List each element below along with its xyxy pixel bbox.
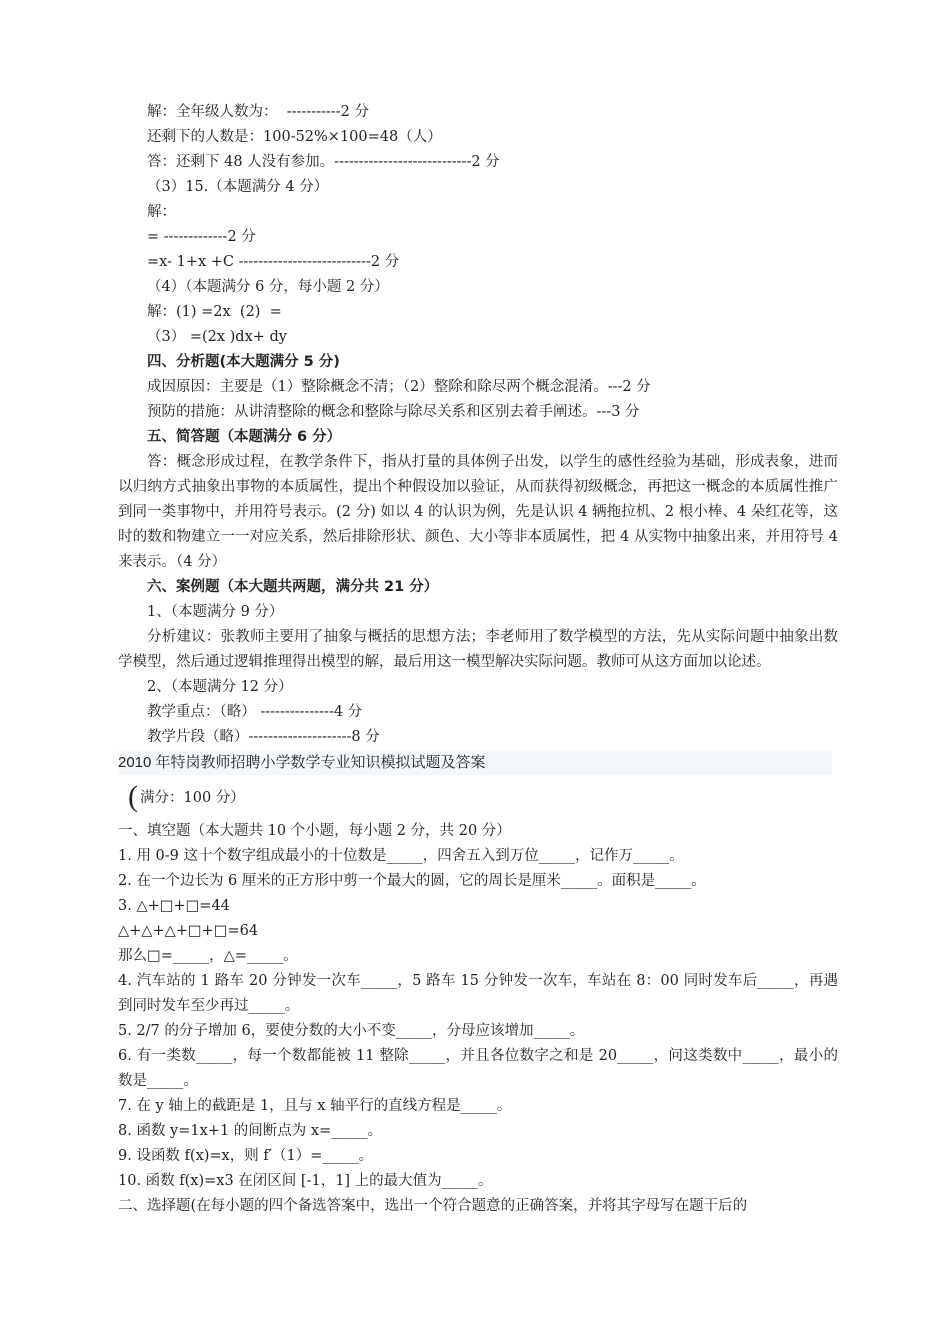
question-line: 9. 设函数 f(x)=x，则 f′（1）=_____。 bbox=[118, 1148, 374, 1164]
section-heading: 一、填空题（本大题共 10 个小题，每小题 2 分，共 20 分） bbox=[118, 823, 511, 839]
question-line: 3. △+□+□=44 bbox=[118, 898, 230, 914]
question-line: 10. 函数 f(x)=x3 在闭区间 [-1，1] 上的最大值为_____。 bbox=[118, 1173, 493, 1189]
answer-line: 2、（本题满分 12 分） bbox=[147, 679, 293, 695]
answer-line: =x- 1+x +C ---------------------------2 分 bbox=[147, 254, 400, 270]
section-heading: 五、简答题（本题满分 6 分） bbox=[147, 429, 342, 445]
question-line: 那么□=_____，△=_____。 bbox=[118, 948, 298, 964]
document-page bbox=[118, 100, 838, 1219]
answer-line: 解：(1) =2x (2) = bbox=[147, 304, 282, 320]
answer-line: 教学片段（略）---------------------8 分 bbox=[147, 729, 380, 745]
answer-line: （3）15.（本题满分 4 分） bbox=[147, 179, 329, 195]
answer-line: 1、（本题满分 9 分） bbox=[147, 604, 284, 620]
answer-line: 教学重点：（略） ---------------4 分 bbox=[147, 704, 363, 720]
answer-line: （3） =(2x )dx+ dy bbox=[147, 329, 288, 345]
full-score: 满分：100 分） bbox=[140, 790, 245, 806]
answer-paragraph: 答：概念形成过程，在教学条件下，指从打量的具体例子出发，以学生的感性经验为基础，形成表象，进而以归纳方式抽象出事物的本质属性，提出个种假设加以验证，从而获得初级概念，再把这一概念的本质属性推广到同一类事物中，并用符号表示。(2 分) 如以 4 的认识为例，先是认识 4 辆拖拉机、2 根小棒、4 朵红花等，这时的数和物建立一一对应关系，然后排除形状、颜色、大小等非本质属性，把 4 从实物中抽象出来，并用符号 4 来表示。（4 分） bbox=[118, 454, 838, 570]
open-paren: ( bbox=[128, 780, 138, 813]
question-paragraph: 4. 汽车站的 1 路车 20 分钟发一次车_____，5 路车 15 分钟发一次车，车站在 8：00 同时发车后_____，再遇到同时发车至少再过_____。 bbox=[118, 973, 838, 1014]
answer-line: 成因原因：主要是（1）整除概念不清；（2）整除和除尽两个概念混淆。---2 分 bbox=[147, 379, 651, 395]
answer-line: 还剩下的人数是：100-52%×100=48（人） bbox=[147, 129, 442, 145]
answer-line: （4）（本题满分 6 分，每小题 2 分） bbox=[147, 279, 389, 295]
section-heading: 六、案例题（本大题共两题，满分共 21 分） bbox=[147, 579, 439, 595]
answer-paragraph: 分析建议：张教师主要用了抽象与概括的思想方法；李老师用了数学模型的方法，先从实际问题中抽象出数学模型，然后通过逻辑推理得出模型的解，最后用这一模型解决实际问题。教师可从这方面加以论述。 bbox=[118, 629, 838, 670]
full-score-line bbox=[118, 775, 838, 819]
question-line: 7. 在 y 轴上的截距是 1，且与 x 轴平行的直线方程是_____。 bbox=[118, 1098, 512, 1114]
section-heading: 二、选择题(在每小题的四个备选答案中，选出一个符合题意的正确答案，并将其字母写在题干后的 bbox=[118, 1198, 748, 1214]
question-line: 5. 2/7 的分子增加 6，要使分数的大小不变_____，分母应该增加_____。 bbox=[118, 1023, 585, 1039]
section-heading: 四、分析题(本大题满分 5 分) bbox=[147, 354, 340, 370]
answer-line: 答：还剩下 48 人没有参加。----------------------------2 分 bbox=[147, 154, 500, 170]
question-line: △+△+△+□+□=64 bbox=[118, 923, 259, 939]
question-line: 8. 函数 y=1x+1 的间断点为 x=_____。 bbox=[118, 1123, 382, 1139]
answer-line: 解：全年级人数为： -----------2 分 bbox=[147, 104, 369, 120]
answer-line: = -------------2 分 bbox=[147, 229, 256, 245]
exam-title: 2010 年特岗教师招聘小学数学专业知识模拟试题及答案 bbox=[118, 750, 832, 775]
question-paragraph: 6. 有一类数_____，每一个数都能被 11 整除_____，并且各位数字之和是 20_____，问这类数中_____，最小的数是_____。 bbox=[118, 1048, 838, 1089]
answer-line: 解： bbox=[147, 204, 176, 220]
question-line: 1. 用 0-9 这十个数字组成最小的十位数是_____，四舍五入到万位_____，记作万_____。 bbox=[118, 848, 684, 864]
answer-line: 预防的措施：从讲清整除的概念和整除与除尽关系和区别去着手阐述。---3 分 bbox=[147, 404, 640, 420]
question-line: 2. 在一个边长为 6 厘米的正方形中剪一个最大的圆，它的周长是厘米_____。面积是_____。 bbox=[118, 873, 706, 889]
